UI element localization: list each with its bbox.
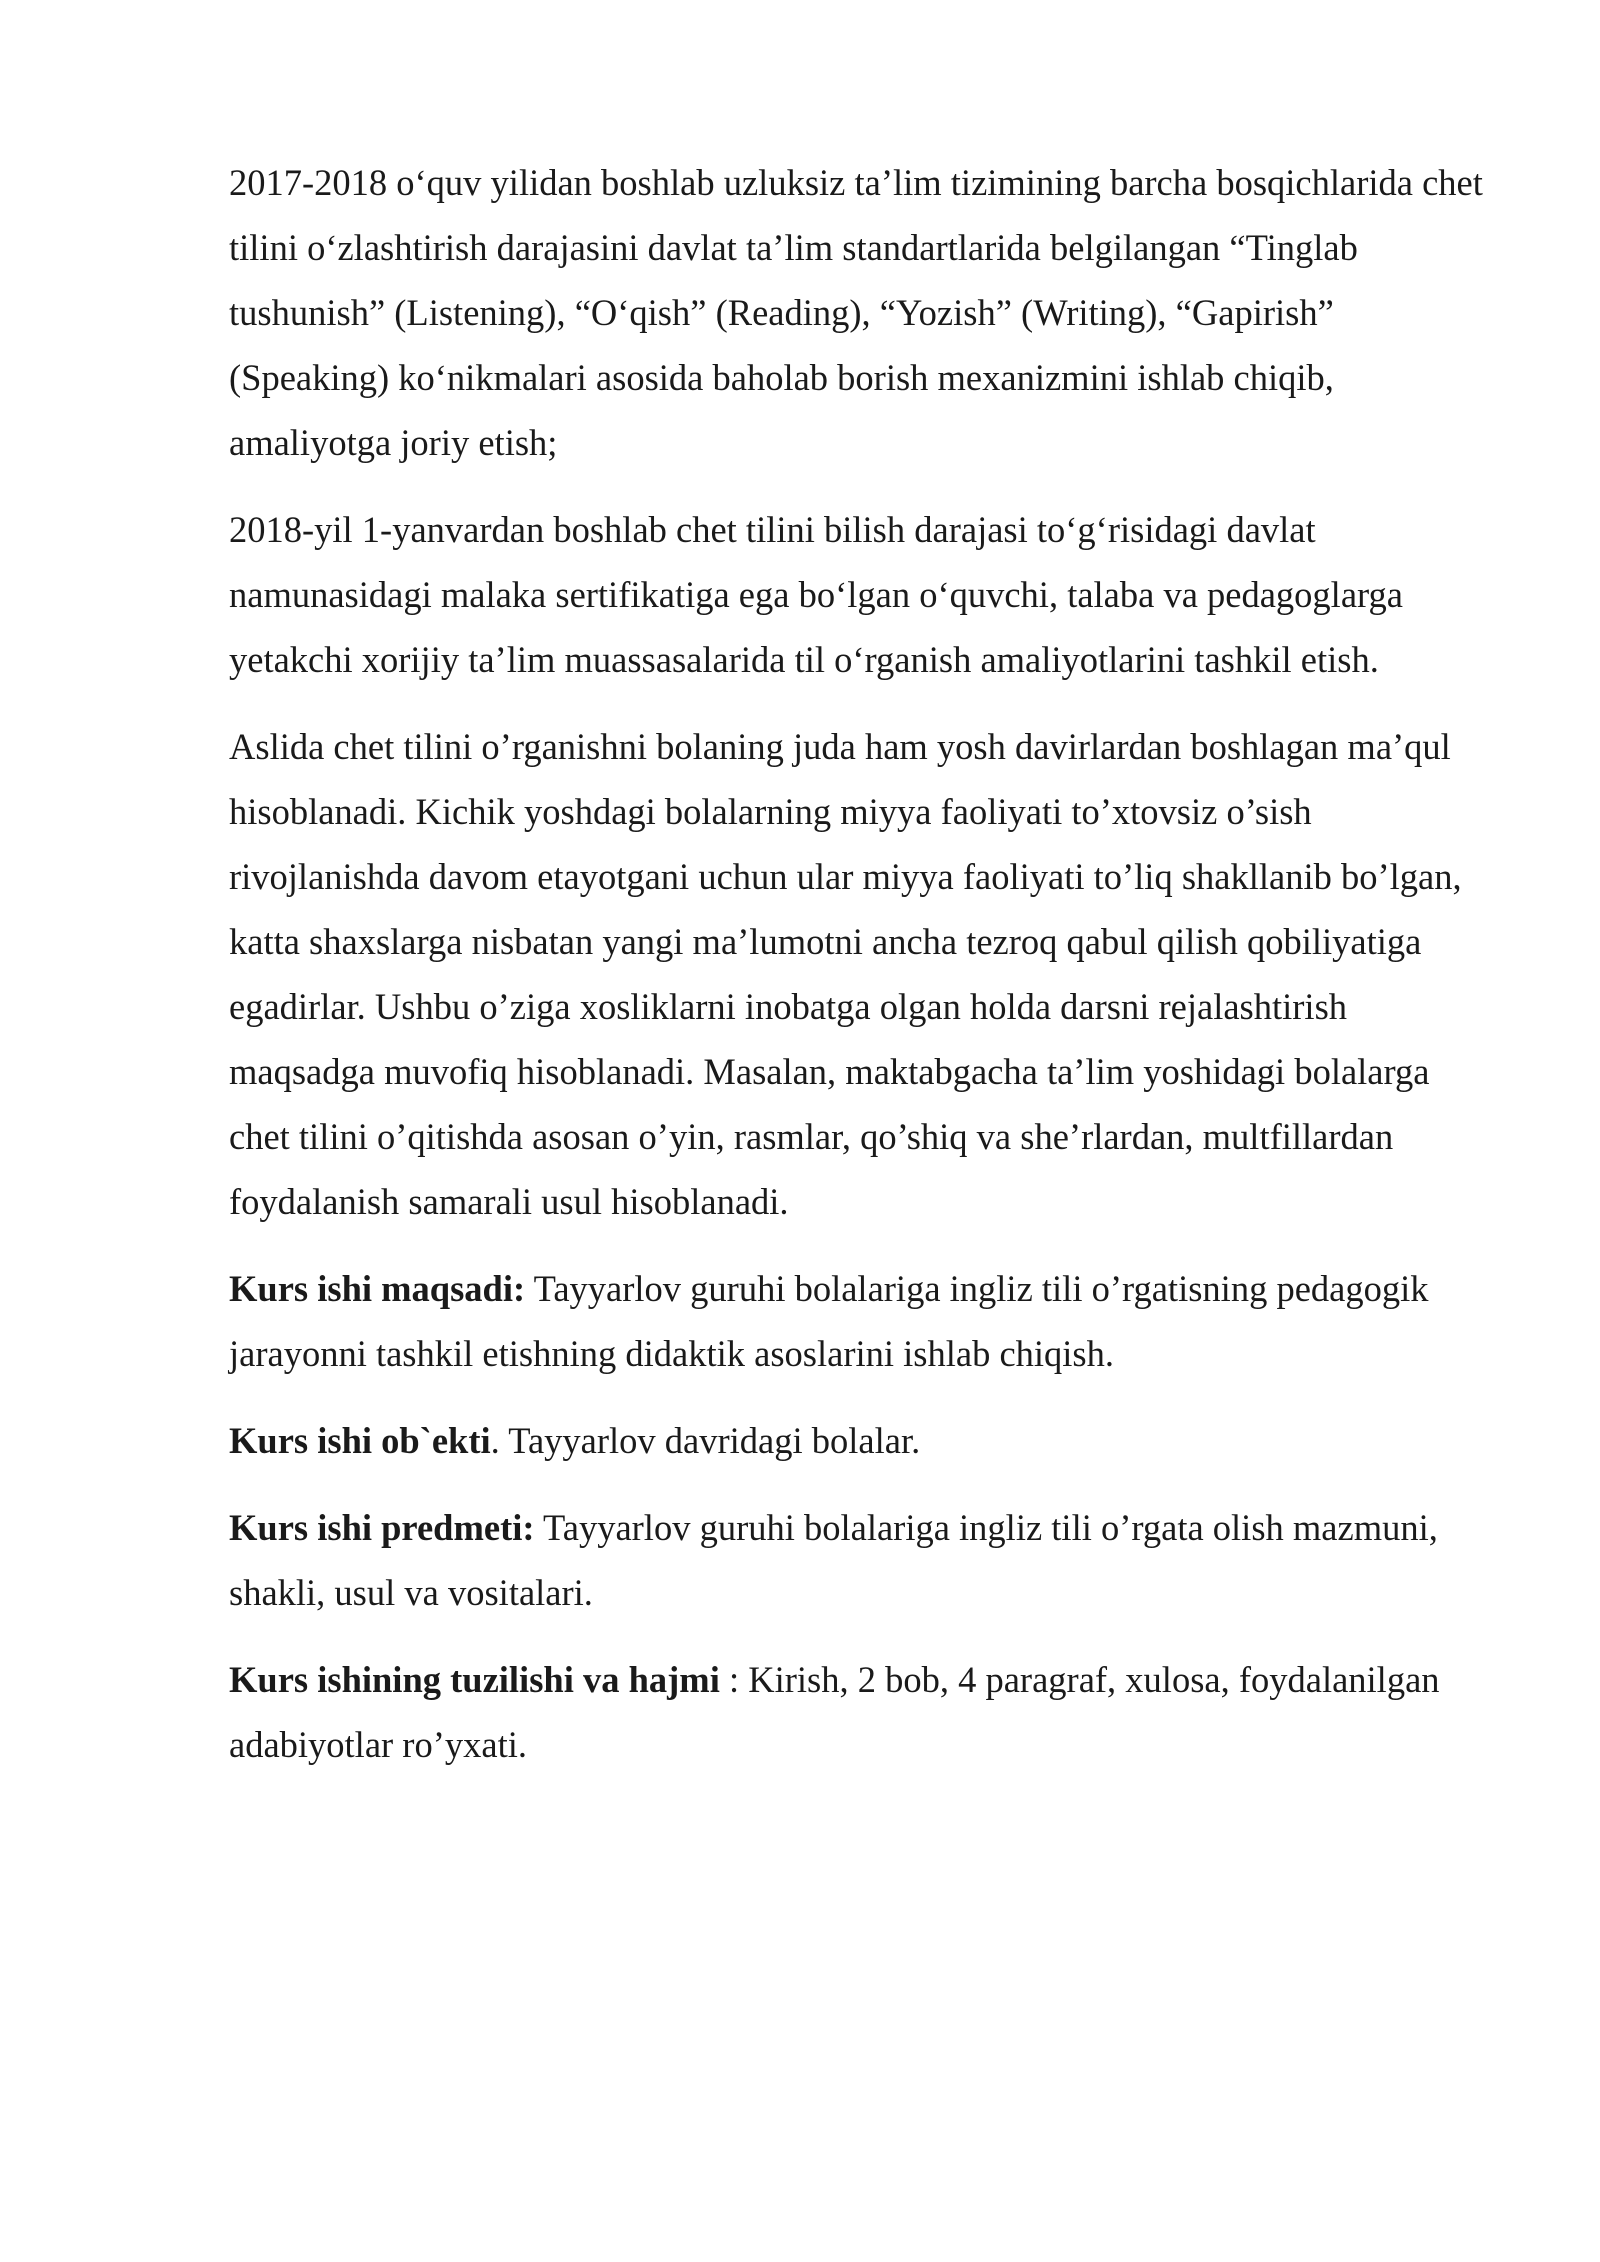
section-structure-text: : Kirish, 2 bob, 4 paragraf, xulosa, foydalanilgan adabiyotlar ro’yxati. bbox=[229, 1659, 1440, 1765]
document-page bbox=[229, 150, 1494, 1799]
paragraph-certificate: 2018-yil 1-yanvardan boshlab chet tilini bilish darajasi to‘g‘risidagi davlat namunasidagi malaka sertifikatiga ega bo‘lgan o‘quvchi, talaba va pedagoglarga yetakchi xorijiy ta’lim muassasalarida til o‘rganish amaliyotlarini tashkil etish. bbox=[229, 509, 1403, 680]
section-object-label: Kurs ishi ob`ekti bbox=[229, 1420, 491, 1461]
section-goal bbox=[229, 1256, 1494, 1386]
section-structure-label: Kurs ishining tuzilishi va hajmi bbox=[229, 1659, 720, 1700]
section-subject-label: Kurs ishi predmeti: bbox=[229, 1507, 535, 1548]
section-structure bbox=[229, 1647, 1494, 1777]
section-goal-label: Kurs ishi maqsadi: bbox=[229, 1268, 526, 1309]
section-goal-text: Tayyarlov guruhi bolalariga ingliz tili o’rgatisning pedagogik jarayonni tashkil etishning didaktik asoslarini ishlab chiqish. bbox=[229, 1268, 1429, 1374]
paragraph-standards: 2017-2018 o‘quv yilidan boshlab uzluksiz ta’lim tizimining barcha bosqichlarida chet tilini o‘zlashtirish darajasini davlat ta’lim standartlarida belgilangan “Tinglab tushunish” (Listening), “O‘qish” (Reading), “Yozish” (Writing), “Gapirish” (Speaking) ko‘nikmalari asosida baholab borish mexanizmini ishlab chiqib, amaliyotga joriy etish; bbox=[229, 162, 1483, 463]
section-subject bbox=[229, 1495, 1494, 1625]
section-object-text: . Tayyarlov davridagi bolalar. bbox=[490, 1420, 921, 1461]
section-subject-text: Tayyarlov guruhi bolalariga ingliz tili o’rgata olish mazmuni, shakli, usul va vositalari. bbox=[229, 1507, 1438, 1613]
section-object bbox=[229, 1408, 1494, 1473]
paragraph-early-learning: Aslida chet tilini o’rganishni bolaning juda ham yosh davirlardan boshlagan ma’qul hisoblanadi. Kichik yoshdagi bolalarning miyya faoliyati to’xtovsiz o’sish rivojlanishda davom etayotgani uchun ular miyya faoliyati to’liq shakllanib bo’lgan, katta shaxslarga nisbatan yangi ma’lumotni ancha tezroq qabul qilish qobiliyatiga egadirlar. Ushbu o’ziga xosliklarni inobatga olgan holda darsni rejalashtirish maqsadga muvofiq hisoblanadi. Masalan, maktabgacha ta’lim yoshidagi bolalarga chet tilini o’qitishda asosan o’yin, rasmlar, qo’shiq va she’rlardan, multfillardan foydalanish samarali usul hisoblanadi. bbox=[229, 726, 1462, 1222]
